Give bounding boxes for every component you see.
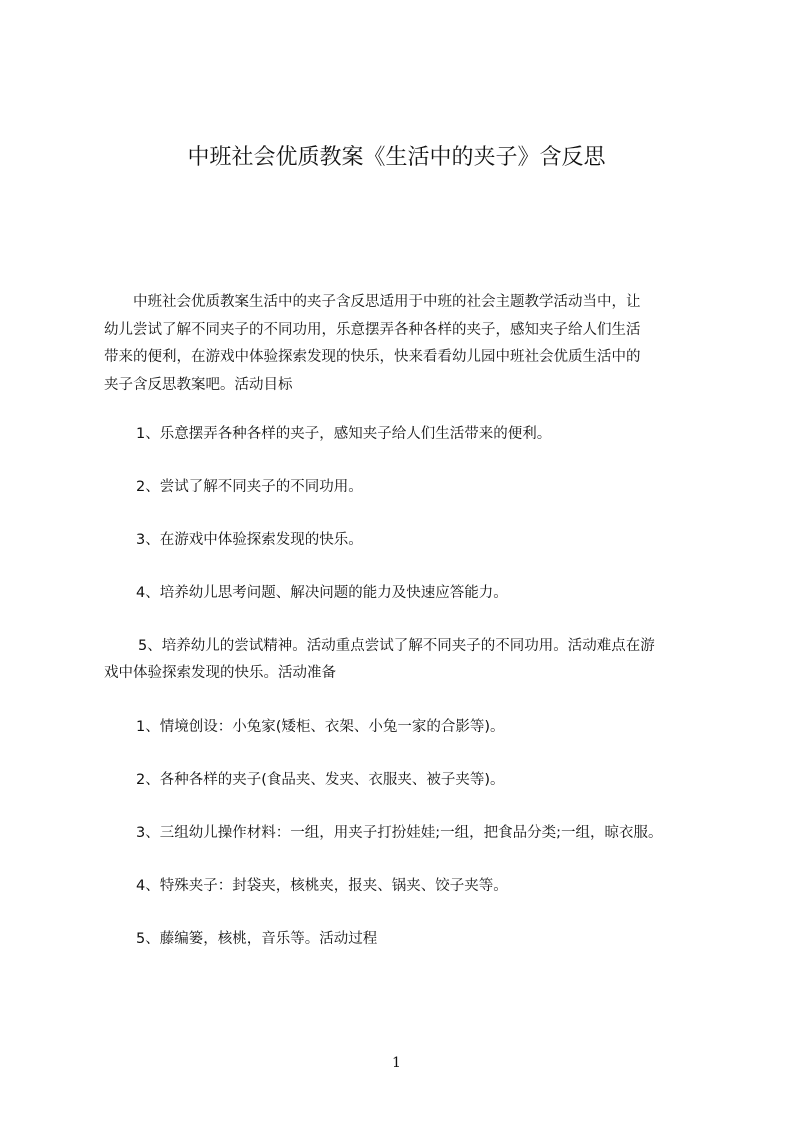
prep-item: 3、三组幼儿操作材料：一组，用夹子打扮娃娃;一组，把食品分类;一组，晾衣服。 <box>136 825 663 841</box>
intro-line: 夹子含反思教案吧。活动目标 <box>104 376 293 393</box>
goal-item: 5、培养幼儿的尝试精神。活动重点尝试了解不同夹子的不同功用。活动难点在游 <box>138 638 655 654</box>
prep-item: 4、特殊夹子：封袋夹，核桃夹，报夹、锅夹、饺子夹等。 <box>136 878 508 894</box>
goal-item: 4、培养幼儿思考问题、解决问题的能力及快速应答能力。 <box>136 585 508 601</box>
goal-item: 1、乐意摆弄各种各样的夹子，感知夹子给人们生活带来的便利。 <box>136 426 552 442</box>
prep-item: 5、藤编篓，核桃，音乐等。活动过程 <box>136 931 378 947</box>
document-title: 中班社会优质教案《生活中的夹子》含反思 <box>187 145 606 170</box>
prep-item: 2、各种各样的夹子(食品夹、发夹、衣服夹、被子夹等)。 <box>136 772 505 788</box>
goal-item-continuation: 戏中体验探索发现的快乐。活动准备 <box>104 665 336 681</box>
goal-item: 3、在游戏中体验探索发现的快乐。 <box>136 532 363 548</box>
intro-paragraph <box>104 289 704 399</box>
page-number: 1 <box>392 1055 401 1071</box>
prep-item: 1、情境创设：小兔家(矮柜、衣架、小兔一家的合影等)。 <box>136 719 505 735</box>
intro-line: 中班社会优质教案生活中的夹子含反思适用于中班的社会主题教学活动当中，让 <box>104 294 641 310</box>
intro-line: 带来的便利，在游戏中体验探索发现的快乐，快来看看幼儿园中班社会优质生活中的 <box>104 349 641 365</box>
goal-item: 2、尝试了解不同夹子的不同功用。 <box>136 479 363 495</box>
intro-line: 幼儿尝试了解不同夹子的不同功用，乐意摆弄各种各样的夹子，感知夹子给人们生活 <box>104 321 641 338</box>
